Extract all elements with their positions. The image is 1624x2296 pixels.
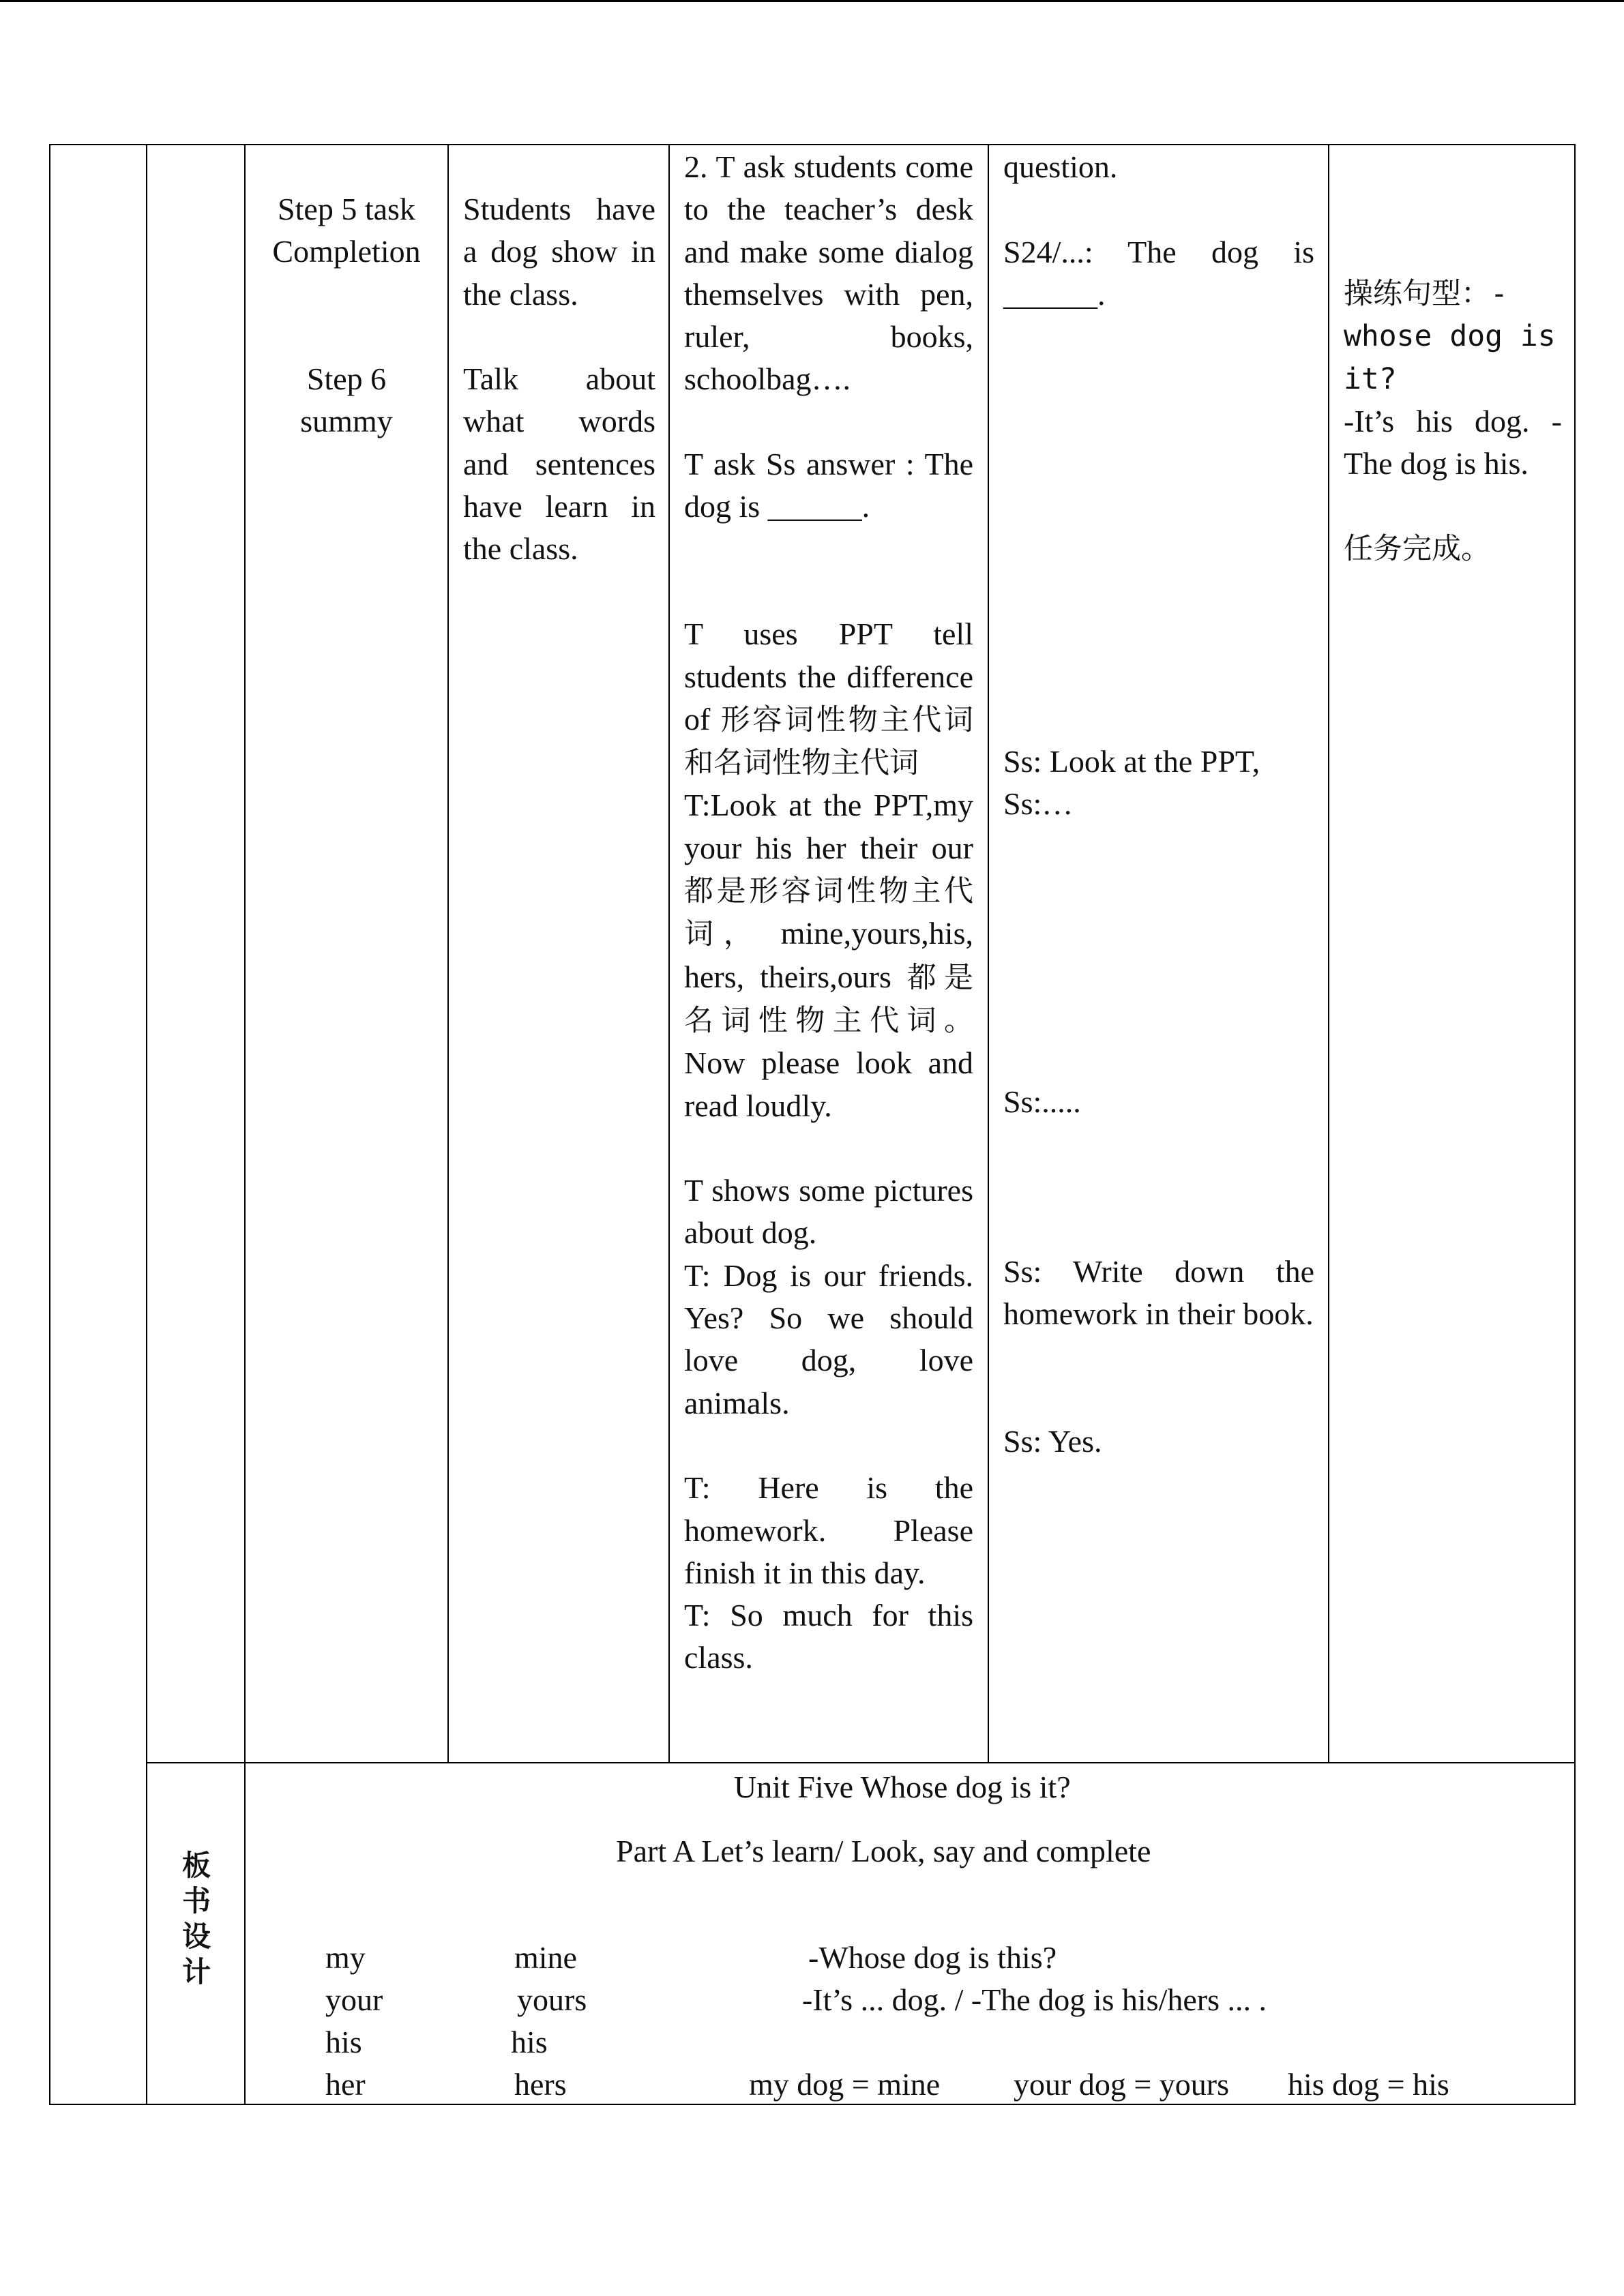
board-row4-noun: hers — [514, 2067, 567, 2102]
student-activity-column — [1003, 146, 1314, 1463]
step6-line2: summy — [300, 404, 393, 439]
col-divider-5 — [988, 144, 989, 1763]
col-divider-2 — [244, 144, 246, 2105]
activity-talk-about: Talk about what words and sentences have learn in the class. — [463, 361, 655, 567]
board-row1-adj: my — [325, 1940, 366, 1975]
teacher-para-dialog: 2. T ask students come to the teacher’s desk and make some dialog themselves with pen, ruler, books, schoolbag…. — [684, 149, 973, 397]
col-divider-1 — [146, 144, 147, 2105]
col-divider-6 — [1328, 144, 1329, 1763]
student-dots: Ss:..... — [1003, 1084, 1081, 1119]
board-row1-noun: mine — [514, 1940, 577, 1975]
teacher-para-friends: T: Dog is our friends. Yes? So we should love dog, love animals. — [684, 1257, 973, 1420]
board-row-divider — [146, 1762, 1576, 1763]
step5-line1: Step 5 task — [278, 192, 415, 226]
step5-line2: Completion — [272, 234, 421, 269]
teacher-para-pictures: T shows some pictures about dog. — [684, 1173, 973, 1251]
board-row2-noun: yours — [517, 1982, 587, 2017]
board-row2-adj: your — [325, 1982, 383, 2017]
board-row3-noun: his — [511, 2025, 548, 2059]
board-eq-his: his dog = his — [1288, 2067, 1449, 2102]
teacher-para-answer: T ask Ss answer : The dog is ______. — [684, 447, 973, 524]
teacher-activity-column — [684, 146, 973, 1680]
board-row2-sentence: -It’s ... dog. / -The dog is his/hers ... . — [802, 1982, 1267, 2017]
student-ss: Ss:… — [1003, 786, 1074, 822]
purpose-complete: 任务完成。 — [1344, 531, 1490, 566]
board-subtitle: Part A Let’s learn/ Look, say and complete — [616, 1834, 1151, 1868]
board-title: Unit Five Whose dog is it? — [734, 1770, 1071, 1804]
board-eq-yours: your dog = yours — [1014, 2067, 1229, 2102]
page-top-rule — [0, 0, 1624, 2]
board-row3-adj: his — [325, 2025, 362, 2059]
teacher-para-homework: T: Here is the homework. Please finish it in this day. — [684, 1470, 973, 1590]
student-look-ppt: Ss: Look at the PPT, — [1003, 744, 1260, 779]
purpose-column — [1344, 273, 1562, 570]
step6-line1: Step 6 — [306, 361, 387, 397]
student-question: question. — [1003, 149, 1118, 184]
board-row1-sentence: -Whose dog is this? — [808, 1940, 1057, 1975]
teacher-para-ppt: T uses PPT tell students the difference of 形容词性物主代词和名词性物主代词 — [684, 616, 974, 781]
teacher-para-look: T:Look at the PPT,my your his her their our 都是形容词性物主代词， mine,yours,his, hers, theirs,ours 都是名词性物主代词。Now please look and read loudly. — [684, 788, 973, 1123]
col-divider-3 — [447, 144, 449, 1763]
student-write-homework: Ss: Write down the homework in their book. — [1003, 1253, 1314, 1332]
col-divider-4 — [668, 144, 670, 1763]
board-design-label: 板 书 设 计 — [181, 1849, 211, 1988]
purpose-example: -It’s his dog. -The dog is his. — [1344, 403, 1562, 481]
purpose-drill: 操练句型：-whose dog is it? — [1344, 277, 1556, 396]
activity-dog-show: Students have a dog show in the class. — [463, 192, 655, 312]
step-column — [252, 188, 441, 443]
board-row4-adj: her — [325, 2067, 366, 2102]
activity-column — [463, 188, 655, 571]
student-yes: Ss: Yes. — [1003, 1423, 1102, 1459]
board-eq-mine: my dog = mine — [749, 2067, 941, 2102]
student-s24: S24/...: The dog is ______. — [1003, 234, 1314, 312]
teacher-para-end: T: So much for this class. — [684, 1598, 973, 1675]
